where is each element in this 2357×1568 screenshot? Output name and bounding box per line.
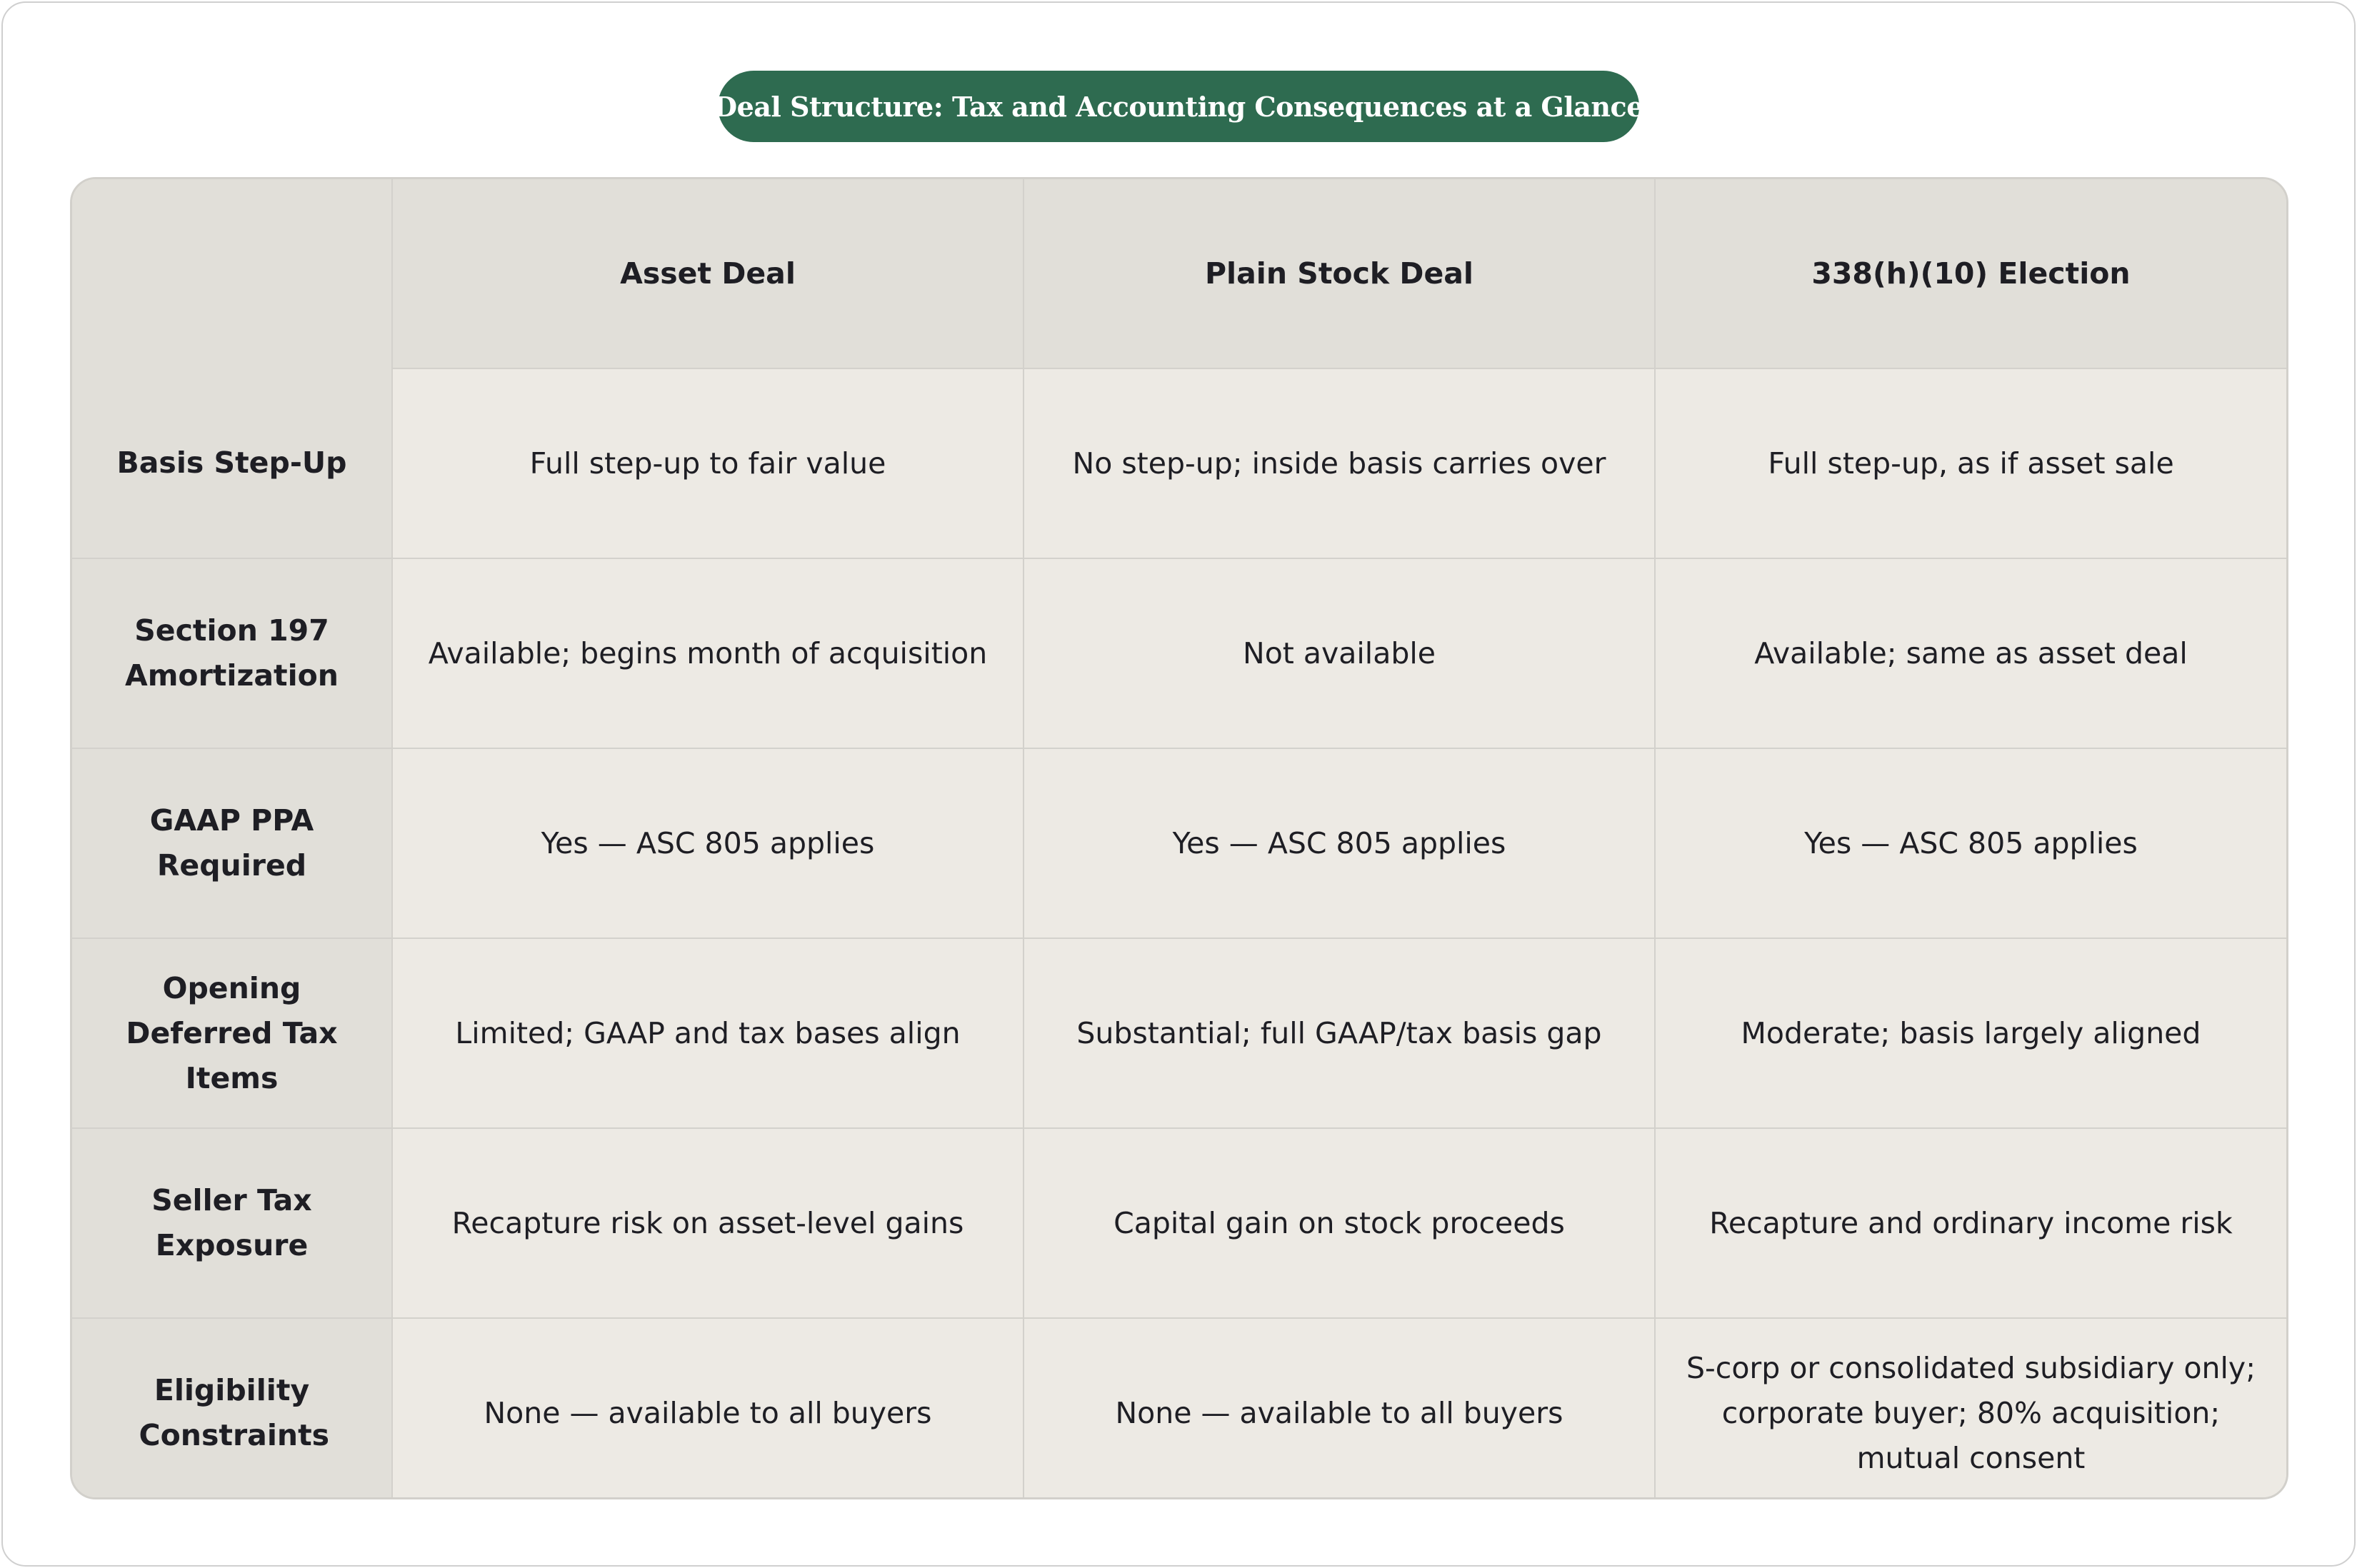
table-cell: Limited; GAAP and tax bases align	[392, 938, 1024, 1128]
header-row	[72, 179, 2286, 368]
column-header-plain-stock-deal: Plain Stock Deal	[1024, 179, 1655, 368]
page-title	[714, 71, 1643, 142]
table-cell: No step-up; inside basis carries over	[1024, 368, 1655, 558]
table-row	[72, 1128, 2286, 1318]
column-header-338h10-election: 338(h)(10) Election	[1655, 179, 2286, 368]
table-row	[72, 368, 2286, 558]
table-cell: Moderate; basis largely aligned	[1655, 938, 2286, 1128]
row-header-eligibility-constraints: Eligibility Constraints	[72, 1318, 392, 1499]
table-row	[72, 748, 2286, 938]
table-cell: Capital gain on stock proceeds	[1024, 1128, 1655, 1318]
column-header-asset-deal: Asset Deal	[392, 179, 1024, 368]
page-title-text: Deal Structure: Tax and Accounting Consequences at a Glance	[714, 90, 1643, 123]
table-cell: S-corp or consolidated subsidiary only; corporate buyer; 80% acquisition; mutual consent	[1655, 1318, 2286, 1499]
table-cell: Not available	[1024, 558, 1655, 748]
table-cell: Yes — ASC 805 applies	[1655, 748, 2286, 938]
comparison-table	[70, 177, 2288, 1499]
table-cell: Yes — ASC 805 applies	[1024, 748, 1655, 938]
comparison-grid	[72, 179, 2286, 1499]
table-cell: Available; begins month of acquisition	[392, 558, 1024, 748]
row-header-basis-step-up: Basis Step-Up	[72, 368, 392, 558]
row-header-seller-tax-exposure: Seller Tax Exposure	[72, 1128, 392, 1318]
table-row	[72, 558, 2286, 748]
corner-cell	[72, 179, 392, 368]
table-row	[72, 938, 2286, 1128]
table-cell: Recapture risk on asset-level gains	[392, 1128, 1024, 1318]
table-cell: Full step-up, as if asset sale	[1655, 368, 2286, 558]
table-cell: Substantial; full GAAP/tax basis gap	[1024, 938, 1655, 1128]
table-cell: Yes — ASC 805 applies	[392, 748, 1024, 938]
table-row	[72, 1318, 2286, 1499]
row-header-gaap-ppa-required: GAAP PPA Required	[72, 748, 392, 938]
row-header-section-197-amortization: Section 197 Amortization	[72, 558, 392, 748]
table-cell: Recapture and ordinary income risk	[1655, 1128, 2286, 1318]
table-cell: Full step-up to fair value	[392, 368, 1024, 558]
table-cell: None — available to all buyers	[392, 1318, 1024, 1499]
row-header-opening-deferred-tax-items: Opening Deferred Tax Items	[72, 938, 392, 1128]
table-cell: None — available to all buyers	[1024, 1318, 1655, 1499]
table-cell: Available; same as asset deal	[1655, 558, 2286, 748]
